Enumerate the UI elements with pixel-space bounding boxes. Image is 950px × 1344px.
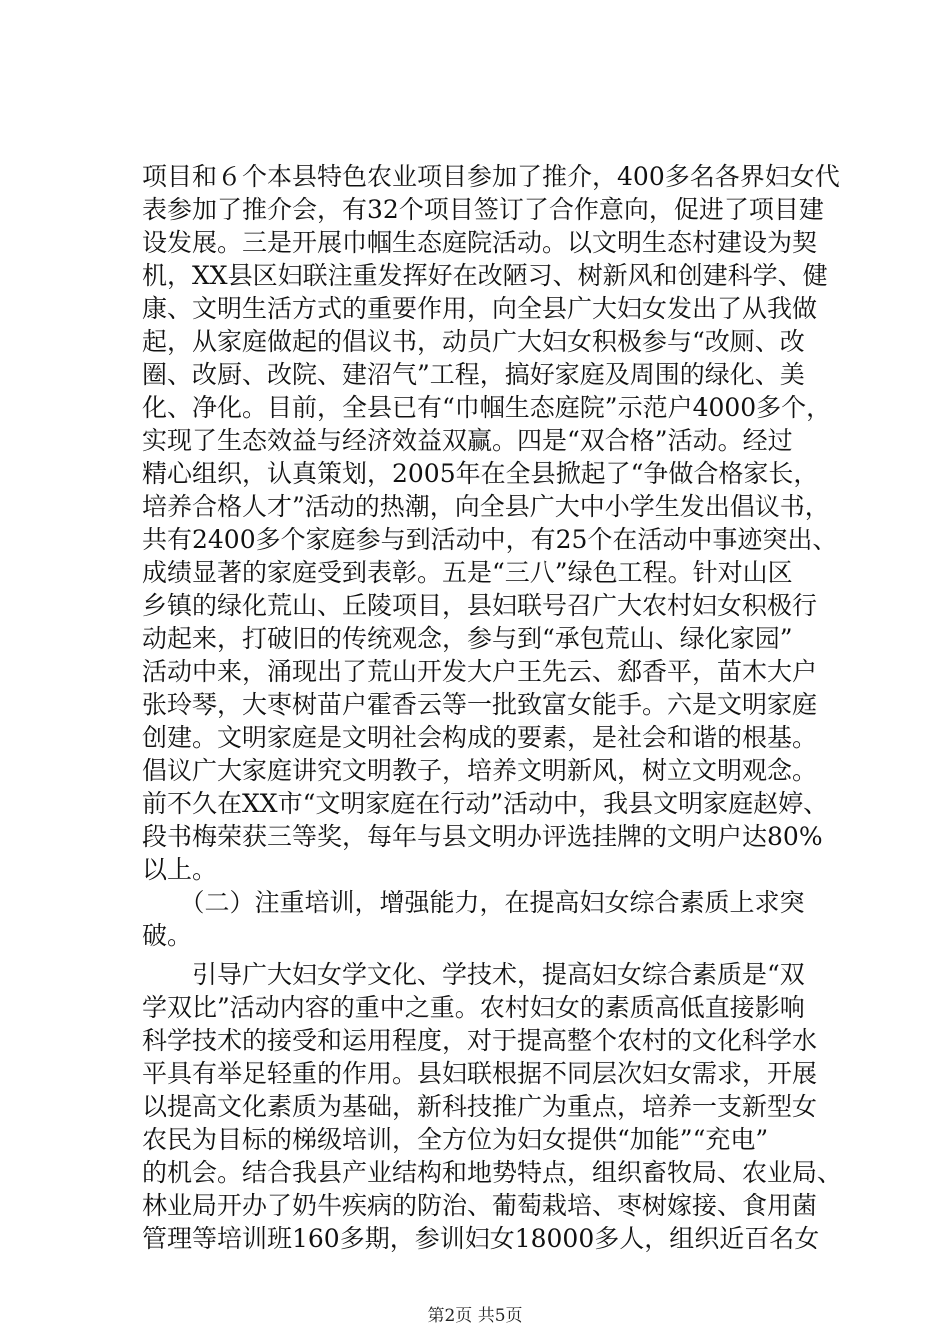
text-line: 的机会。结合我县产业结构和地势特点，组织畜牧局、农业局、 [142, 1158, 843, 1187]
text-line: 乡镇的绿化荒山、丘陵项目，县妇联号召广大农村妇女积极行 [142, 591, 818, 620]
text-line: 圈、改厨、改院、建沼气”工程，搞好家庭及周围的绿化、美 [142, 360, 805, 389]
text-line: 前不久在XX市“文明家庭在行动”活动中，我县文明家庭赵婷、 [142, 789, 829, 818]
text-line: 学双比”活动内容的重中之重。农村妇女的素质高低直接影响 [142, 993, 805, 1022]
text-line: 化、净化。目前，全县已有“巾帼生态庭院”示范户4000多个， [142, 393, 832, 422]
text-line: 以提高文化素质为基础，新科技推广为重点，培养一支新型女 [142, 1092, 818, 1121]
text-line: 项目和６个本县特色农业项目参加了推介，400多名各界妇女代 [142, 162, 840, 191]
text-line: 表参加了推介会，有32个项目签订了合作意向，促进了项目建 [142, 195, 824, 224]
section-heading-line: （二）注重培训，增强能力，在提高妇女综合素质上求突 [142, 888, 805, 917]
text-line: 张玲琴，大枣树苗户霍香云等一批致富女能手。六是文明家庭 [142, 690, 818, 719]
text-line: 管理等培训班160多期，参训妇女18000多人，组织近百名女 [142, 1224, 820, 1253]
text-line: 引导广大妇女学文化、学技术，提高妇女综合素质是“双 [142, 960, 805, 989]
text-line: 创建。文明家庭是文明社会构成的要素，是社会和谐的根基。 [142, 723, 818, 752]
text-line: 科学技术的接受和运用程度，对于提高整个农村的文化科学水 [142, 1026, 818, 1055]
text-line: 活动中来，涌现出了荒山开发大户王先云、郄香平，苗木大户 [142, 657, 818, 686]
text-line: 精心组织，认真策划，2005年在全县掀起了“争做合格家长， [142, 459, 819, 488]
text-line: 康、文明生活方式的重要作用，向全县广大妇女发出了从我做 [142, 294, 818, 323]
page-number-footer: 第2页 共5页 [427, 1306, 523, 1326]
text-line: 以上。 [142, 855, 218, 884]
text-line: 农民为目标的梯级培训，全方位为妇女提供“加能”“充电” [142, 1125, 769, 1154]
text-line: 段书梅荣获三等奖，每年与县文明办评选挂牌的文明户达80% [142, 822, 823, 851]
text-line: 成绩显著的家庭受到表彰。五是“三八”绿色工程。针对山区 [142, 558, 793, 587]
section-heading-line: 破。 [142, 921, 193, 950]
text-line: 设发展。三是开展巾帼生态庭院活动。以文明生态村建设为契 [142, 228, 818, 257]
text-line: 共有2400多个家庭参与到活动中，有25个在活动中事迹突出、 [142, 525, 838, 554]
text-line: 实现了生态效益与经济效益双赢。四是“双合格”活动。经过 [142, 426, 793, 455]
document-body [142, 160, 843, 1255]
text-line: 平具有举足轻重的作用。县妇联根据不同层次妇女需求，开展 [142, 1059, 818, 1088]
text-line: 机，XX县区妇联注重发挥好在改陋习、树新风和创建科学、健 [142, 261, 828, 290]
text-line: 起，从家庭做起的倡议书，动员广大妇女积极参与“改厕、改 [142, 327, 805, 356]
text-line: 培养合格人才”活动的热潮，向全县广大中小学生发出倡议书， [142, 492, 830, 521]
text-line: 倡议广大家庭讲究文明教子，培养文明新风，树立文明观念。 [142, 756, 818, 785]
text-line: 动起来，打破旧的传统观念，参与到“承包荒山、绿化家园” [142, 624, 793, 653]
text-line: 林业局开办了奶牛疾病的防治、葡萄栽培、枣树嫁接、食用菌 [142, 1191, 818, 1220]
